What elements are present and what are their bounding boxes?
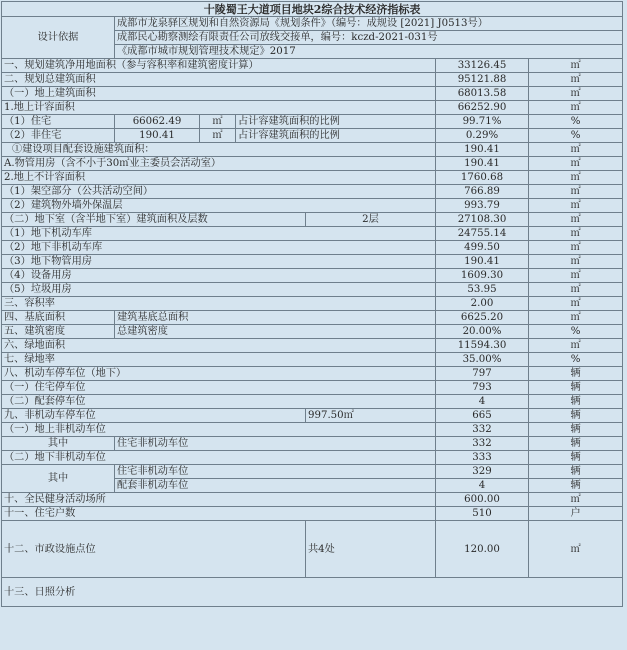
row-value: 793 (436, 381, 529, 395)
row-value: 993.79 (436, 199, 529, 213)
row-unit: ㎡ (529, 297, 623, 311)
table-row (2, 73, 623, 87)
row-unit: 辆 (529, 381, 623, 395)
row-label: （3）地下物管用房 (2, 255, 436, 269)
row-unit: ㎡ (529, 255, 623, 269)
row-label: 四、基底面积 (2, 311, 115, 325)
facility-count: 共4处 (306, 521, 436, 578)
row-value: 66252.90 (436, 101, 529, 115)
row-label: （1）住宅 (2, 115, 115, 129)
row-label: （二）地下室（含半地下室）建筑面积及层数 (2, 213, 306, 227)
row-value: 53.95 (436, 283, 529, 297)
row-value: 190.41 (436, 255, 529, 269)
row-unit: ㎡ (529, 185, 623, 199)
table-row (2, 87, 623, 101)
row-value: 332 (436, 437, 529, 451)
row-value: 11594.30 (436, 339, 529, 353)
table-row (2, 409, 623, 423)
table-row (2, 451, 623, 465)
row-sub-label: 总建筑密度 (115, 325, 436, 339)
table-row (2, 227, 623, 241)
table-row (2, 269, 623, 283)
row-unit: 辆 (529, 479, 623, 493)
row-value: 797 (436, 367, 529, 381)
row-value: 332 (436, 423, 529, 437)
table-row (2, 59, 623, 73)
table-row (2, 578, 623, 607)
row-label: （2）建筑物外墙外保温层 (2, 199, 436, 213)
row-sub-label: 住宅非机动车位 (115, 465, 436, 479)
row-label: （2）非住宅 (2, 129, 115, 143)
row-unit: ㎡ (529, 101, 623, 115)
table-row (2, 241, 623, 255)
row-unit: ㎡ (529, 171, 623, 185)
table-row (2, 101, 623, 115)
row-label: （一）地上非机动车位 (2, 423, 436, 437)
row-value: 1609.30 (436, 269, 529, 283)
row-value: 600.00 (436, 493, 529, 507)
row-value: 329 (436, 465, 529, 479)
parking-area: 997.50㎡ (306, 409, 436, 423)
row-unit: ㎡ (529, 73, 623, 87)
row-unit: ㎡ (529, 241, 623, 255)
row-label: （1）地下机动车库 (2, 227, 436, 241)
table-row (2, 283, 623, 297)
row-label: （1）架空部分（公共活动空间） (2, 185, 436, 199)
table-row (2, 395, 623, 409)
row-unit: ㎡ (529, 59, 623, 73)
row-unit: 辆 (529, 395, 623, 409)
row-sub-value: 66062.49 (115, 115, 200, 129)
row-value: 33126.45 (436, 59, 529, 73)
row-value: 1760.68 (436, 171, 529, 185)
row-unit: % (529, 353, 623, 367)
row-sub-unit: ㎡ (200, 129, 236, 143)
row-value: 665 (436, 409, 529, 423)
table-row (2, 339, 623, 353)
table-row (2, 199, 623, 213)
row-unit: 辆 (529, 423, 623, 437)
table-row (2, 143, 623, 157)
table-row (2, 367, 623, 381)
table-row (2, 171, 623, 185)
row-value: 99.71% (436, 115, 529, 129)
row-unit: ㎡ (529, 87, 623, 101)
basis-line: 《成都市城市规划管理技术规定》2017 (115, 45, 623, 59)
row-label: 二、规划总建筑面积 (2, 73, 436, 87)
row-unit: 辆 (529, 465, 623, 479)
row-unit: ㎡ (529, 283, 623, 297)
table-row (2, 521, 623, 578)
row-value: 190.41 (436, 143, 529, 157)
row-unit: ㎡ (529, 311, 623, 325)
table-title: 十陵蜀王大道项目地块2综合技术经济指标表 (2, 2, 623, 17)
row-sub-unit: ㎡ (200, 115, 236, 129)
indicator-table (1, 1, 623, 607)
row-label: 其中 (2, 465, 115, 493)
row-unit: 辆 (529, 451, 623, 465)
basis-row (2, 17, 623, 31)
table-row (2, 213, 623, 227)
row-value: 120.00 (436, 521, 529, 578)
row-unit: ㎡ (529, 521, 623, 578)
row-label: 1.地上计容面积 (2, 101, 436, 115)
row-unit: ㎡ (529, 143, 623, 157)
row-sub-label: 建筑基底总面积 (115, 311, 436, 325)
table-row (2, 465, 623, 479)
row-label: 八、机动车停车位（地下） (2, 367, 436, 381)
row-unit: 辆 (529, 437, 623, 451)
table-row (2, 311, 623, 325)
ratio-label: 占计容建筑面积的比例 (236, 129, 436, 143)
title-row (2, 2, 623, 17)
table-row (2, 493, 623, 507)
row-unit: 辆 (529, 409, 623, 423)
row-value: 190.41 (436, 157, 529, 171)
table-row (2, 423, 623, 437)
row-label: 十、全民健身活动场所 (2, 493, 436, 507)
row-value: 95121.88 (436, 73, 529, 87)
row-value: 20.00% (436, 325, 529, 339)
row-label: （4）设备用房 (2, 269, 436, 283)
ratio-label: 占计容建筑面积的比例 (236, 115, 436, 129)
row-unit: % (529, 129, 623, 143)
row-sub-label: 配套非机动车位 (115, 479, 436, 493)
row-label: （一）地上建筑面积 (2, 87, 436, 101)
row-value: 24755.14 (436, 227, 529, 241)
row-unit: ㎡ (529, 199, 623, 213)
table-row (2, 507, 623, 521)
table-row (2, 353, 623, 367)
row-unit: 户 (529, 507, 623, 521)
table-row (2, 185, 623, 199)
row-label: A.物管用房（含不小于30㎡业主委员会活动室） (2, 157, 436, 171)
row-label: ①建设项目配套设施建筑面积： (2, 143, 436, 157)
row-label: 十一、住宅户数 (2, 507, 436, 521)
row-label: 十三、日照分析 (2, 578, 623, 607)
row-value: 4 (436, 479, 529, 493)
row-unit: ㎡ (529, 493, 623, 507)
row-label: 六、绿地面积 (2, 339, 436, 353)
row-value: 35.00% (436, 353, 529, 367)
basis-label: 设计依据 (2, 17, 115, 59)
basis-line: 成都民心勘察测绘有限责任公司放线交接单，编号：kczd-2021-031号 (115, 31, 623, 45)
row-sub-label: 住宅非机动车位 (115, 437, 436, 451)
row-unit: ㎡ (529, 213, 623, 227)
row-label: （5）垃圾用房 (2, 283, 436, 297)
row-label: 其中 (2, 437, 115, 451)
row-label: （二）地下非机动车位 (2, 451, 436, 465)
table-row (2, 157, 623, 171)
row-unit: % (529, 115, 623, 129)
table-row (2, 129, 623, 143)
row-label: 十二、市政设施点位 (2, 521, 306, 578)
table-row (2, 381, 623, 395)
row-label: 五、建筑密度 (2, 325, 115, 339)
row-unit: 辆 (529, 367, 623, 381)
row-value: 2.00 (436, 297, 529, 311)
row-value: 6625.20 (436, 311, 529, 325)
row-label: （二）配套停车位 (2, 395, 436, 409)
row-value: 0.29% (436, 129, 529, 143)
row-value: 510 (436, 507, 529, 521)
row-label: 九、非机动车停车位 (2, 409, 306, 423)
row-value: 333 (436, 451, 529, 465)
row-sub-value: 190.41 (115, 129, 200, 143)
row-value: 499.50 (436, 241, 529, 255)
row-label: 2.地上不计容面积 (2, 171, 436, 185)
row-label: 一、规划建筑净用地面积（参与容积率和建筑密度计算） (2, 59, 436, 73)
row-unit: ㎡ (529, 269, 623, 283)
row-value: 4 (436, 395, 529, 409)
row-value: 68013.58 (436, 87, 529, 101)
table-row (2, 325, 623, 339)
table-row (2, 437, 623, 451)
table-row (2, 115, 623, 129)
floor-count: 2层 (306, 213, 436, 227)
row-label: （一）住宅停车位 (2, 381, 436, 395)
row-value: 27108.30 (436, 213, 529, 227)
row-label: （2）地下非机动车库 (2, 241, 436, 255)
row-unit: % (529, 325, 623, 339)
row-unit: ㎡ (529, 339, 623, 353)
basis-line: 成都市龙泉驿区规划和自然资源局《规划条件》（编号：成规设 [2021] J0513号） (115, 17, 623, 31)
row-value: 766.89 (436, 185, 529, 199)
table-row (2, 255, 623, 269)
table-row (2, 297, 623, 311)
row-label: 七、绿地率 (2, 353, 436, 367)
row-label: 三、容积率 (2, 297, 436, 311)
row-unit: ㎡ (529, 157, 623, 171)
row-unit: ㎡ (529, 227, 623, 241)
